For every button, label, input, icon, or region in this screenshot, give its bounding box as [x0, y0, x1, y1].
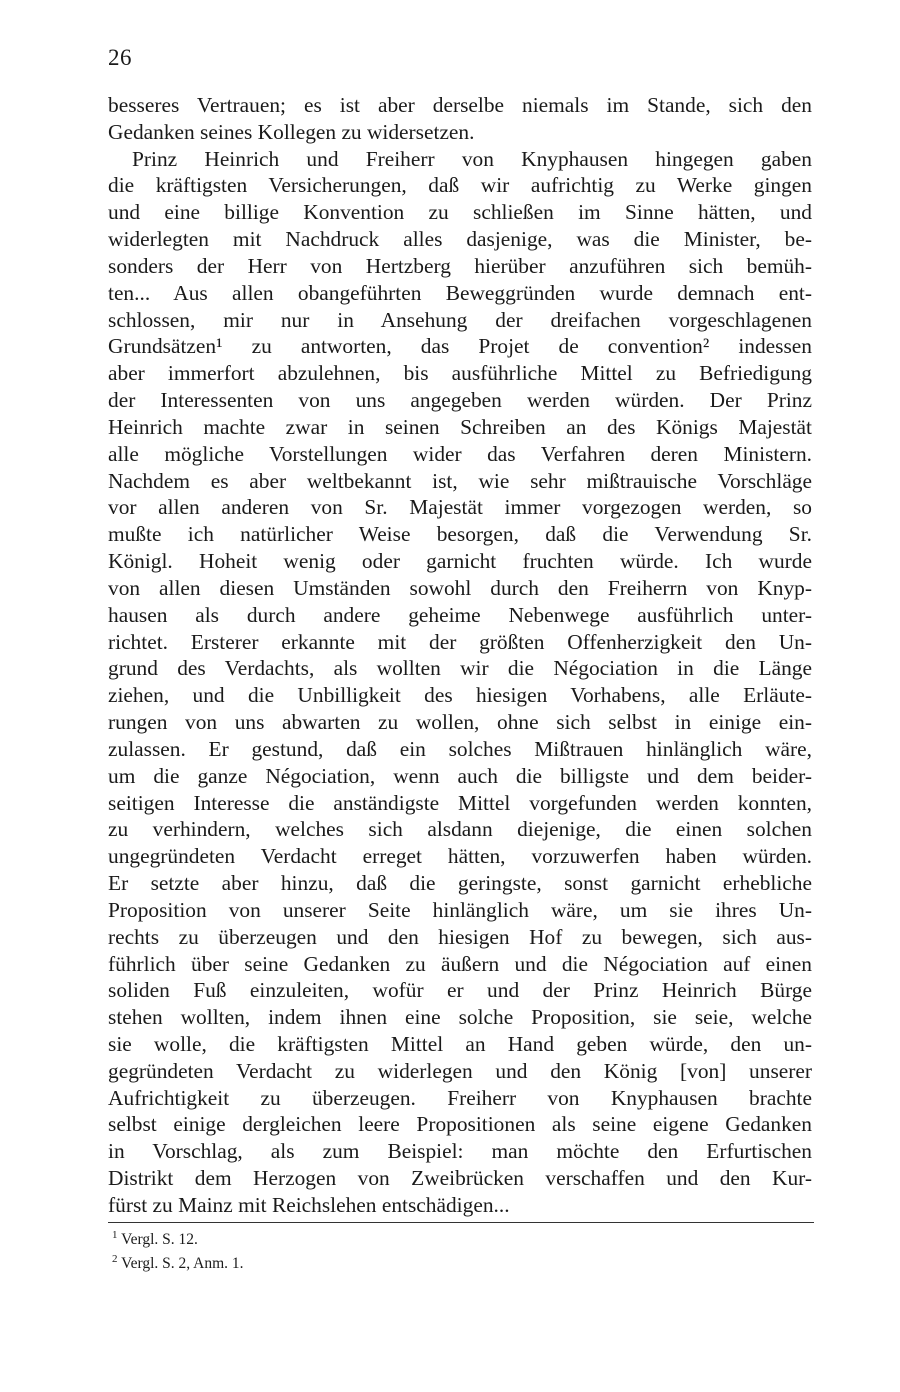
- footnote-mark: 2: [112, 1252, 118, 1265]
- text-line: richtet. Ersterer erkannte mit der größten Offenherzigkeit den Un-: [108, 629, 812, 654]
- text-line: ungegründeten Verdacht erreget hätten, vorzuwerfen haben würden.: [108, 844, 812, 869]
- text-line: von allen diesen Umständen sowohl durch den Freiherrn von Knyp-: [108, 575, 812, 600]
- text-line: Aufrichtigkeit zu überzeugen. Freiherr von Knyphausen brachte: [108, 1085, 812, 1110]
- body-text: [108, 92, 812, 1219]
- text-line: rungen von uns abwarten zu wollen, ohne sich selbst in einige ein-: [108, 710, 812, 735]
- text-line: alle mögliche Vorstellungen wider das Verfahren deren Ministern.: [108, 441, 812, 466]
- text-line: Er setzte aber hinzu, daß die geringste, sonst garnicht erhebliche: [108, 871, 812, 896]
- text-line: Proposition von unserer Seite hinlänglich wäre, um sie ihres Un-: [108, 897, 812, 922]
- text-line: sonders der Herr von Hertzberg hierüber anzuführen sich bemüh-: [108, 253, 812, 278]
- text-line: die kräftigsten Versicherungen, daß wir aufrichtig zu Werke gingen: [108, 173, 812, 198]
- text-line: in Vorschlag, als zum Beispiel: man möchte den Erfurtischen: [108, 1139, 812, 1164]
- text-line: aber immerfort abzulehnen, bis ausführliche Mittel zu Befriedigung: [108, 361, 812, 386]
- text-line: mußte ich natürlicher Weise besorgen, daß die Verwendung Sr.: [108, 522, 812, 547]
- text-line: besseres Vertrauen; es ist aber derselbe niemals im Stande, sich den: [108, 93, 812, 117]
- text-line: selbst einige dergleichen leere Propositionen als seine eigene Gedanken: [108, 1112, 812, 1137]
- text-line: Distrikt dem Herzogen von Zweibrücken verschaffen und den Kur-: [108, 1166, 812, 1191]
- text-line: sie wolle, die kräftigsten Mittel an Hand geben würde, den un-: [108, 1031, 812, 1056]
- text-line: seitigen Interesse die anständigste Mittel vorgefunden werden konnten,: [108, 790, 812, 815]
- text-line: um die ganze Négociation, wenn auch die billigste und dem beider-: [108, 763, 812, 788]
- text-line: widerlegten mit Nachdruck alles dasjenige, was die Minister, be-: [108, 227, 812, 252]
- text-line: schlossen, mir nur in Ansehung der dreifachen vorgeschlagenen: [108, 307, 812, 332]
- text-line: Königl. Hoheit wenig oder garnicht fruchten würde. Ich wurde: [108, 549, 812, 574]
- text-line: ziehen, und die Unbilligkeit des hiesigen Vorhabens, alle Erläute-: [108, 683, 812, 708]
- footnotes: [112, 1228, 812, 1276]
- text-line: soliden Fuß einzuleiten, wofür er und der Prinz Heinrich Bürge: [108, 978, 812, 1003]
- text-line: Grundsätzen¹ zu antworten, das Projet de convention² indessen: [108, 334, 812, 359]
- footnote-divider: [108, 1222, 814, 1223]
- text-line: Gedanken seines Kollegen zu widersetzen.: [108, 119, 475, 144]
- text-line: führlich über seine Gedanken zu äußern und die Négociation auf einen: [108, 951, 812, 976]
- text-line: gegründeten Verdacht zu widerlegen und den König [von] unserer: [108, 1058, 812, 1083]
- text-line: Prinz Heinrich und Freiherr von Knyphausen hingegen gaben: [132, 146, 812, 171]
- text-line: Nachdem es aber weltbekannt ist, wie sehr mißtrauische Vorschläge: [108, 468, 812, 493]
- text-line: ten... Aus allen obangeführten Beweggründen wurde demnach ent-: [108, 280, 812, 305]
- text-line: vor allen anderen von Sr. Majestät immer vorgezogen werden, so: [108, 495, 812, 520]
- footnote-text: Vergl. S. 12.: [121, 1231, 198, 1248]
- footnote-text: Vergl. S. 2, Anm. 1.: [121, 1255, 244, 1272]
- text-line: fürst zu Mainz mit Reichslehen entschädigen...: [108, 1192, 510, 1217]
- page-number: 26: [108, 45, 132, 70]
- footnote-mark: 1: [112, 1228, 118, 1241]
- text-line: zulassen. Er gestund, daß ein solches Mißtrauen hinlänglich wäre,: [108, 736, 812, 761]
- text-line: stehen wollten, indem ihnen eine solche Proposition, sie seie, welche: [108, 1005, 812, 1030]
- text-line: und eine billige Konvention zu schließen im Sinne hätten, und: [108, 200, 812, 225]
- footnote: [112, 1228, 812, 1252]
- footnote: [112, 1252, 812, 1276]
- text-line: Heinrich machte zwar in seinen Schreiben an des Königs Majestät: [108, 414, 812, 439]
- text-line: zu verhindern, welches sich alsdann diejenige, die einen solchen: [108, 817, 812, 842]
- text-line: hausen als durch andere geheime Nebenwege ausführlich unter-: [108, 602, 812, 627]
- text-line: rechts zu überzeugen und den hiesigen Hof zu bewegen, sich aus-: [108, 924, 812, 949]
- text-line: grund des Verdachts, als wollten wir die Négociation in die Länge: [108, 656, 812, 681]
- text-line: der Interessenten von uns angegeben werden würden. Der Prinz: [108, 388, 812, 413]
